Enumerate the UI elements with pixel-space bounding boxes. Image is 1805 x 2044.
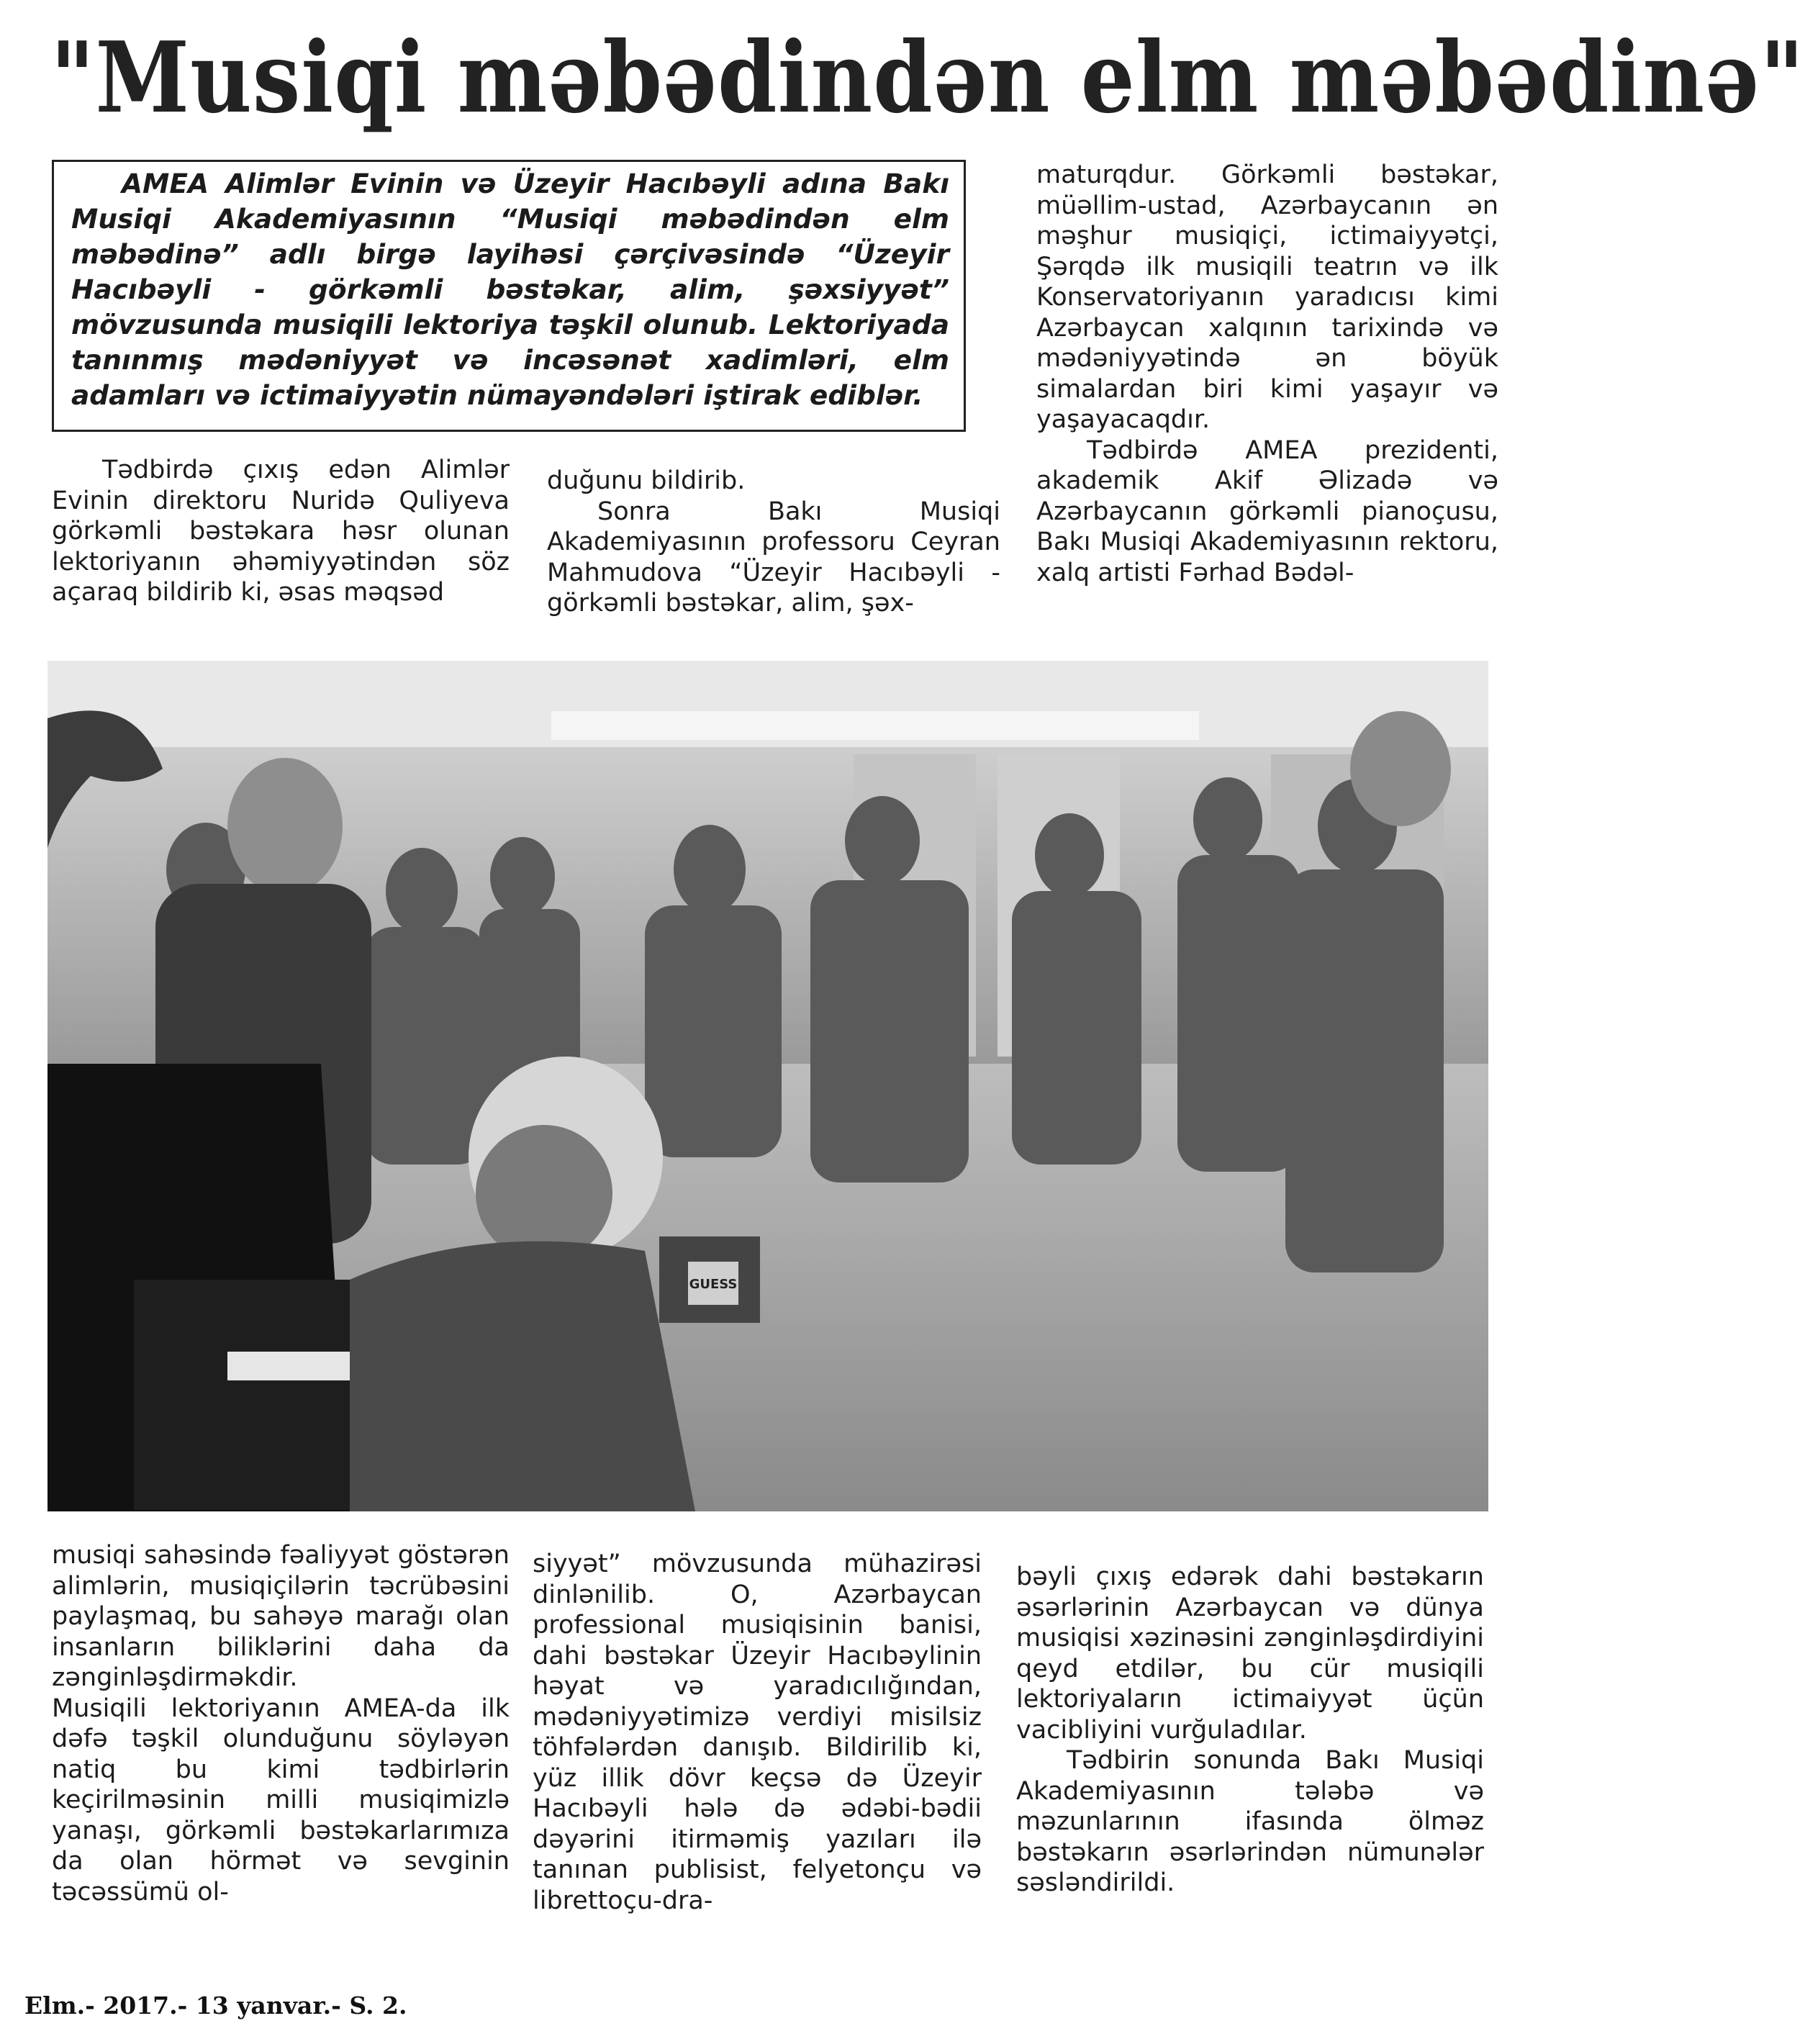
pianist-body bbox=[350, 1242, 695, 1511]
ceiling-light bbox=[551, 711, 1199, 740]
lower-col3-paragraph-1: bəyli çıxış edərək dahi bəstəkarın əsərlərinin Azərbaycan və dünya musiqisi xəzinəsini zənginləşdirdiyini qeyd etdilər, bu cür musiqili lektoriyaların ictimaiyyət üçün vacibliyini vurğuladılar. bbox=[1016, 1563, 1484, 1745]
lower-col3-paragraph-2: Tədbirin sonunda Bakı Musiqi Akademiyasının tələbə və məzunlarının ifasında ölməz bəstəkarın əsərlərindən nümunələr səsləndirildi. bbox=[1016, 1746, 1484, 1897]
lower-column-1 bbox=[52, 1540, 510, 1922]
lower-col1-paragraph-2: Musiqili lektoriyanın AMEA-da ilk dəfə təşkil olunduğunu söyləyən natiq bu kimi tədbirlərin keçirilməsinin milli musiqimizlə yanaşı, görkəmli bəstəkarlarımıza da olan hörmət və sevginin təcəssümü ol- bbox=[52, 1693, 510, 1907]
upper-column-2 bbox=[547, 466, 1000, 638]
upper-col2-paragraph-1: duğunu bildirib. bbox=[547, 466, 746, 495]
pianist-face bbox=[476, 1125, 612, 1262]
lead-paragraph-box: AMEA Alimlər Evinin və Üzeyir Hacıbəyli adına Bakı Musiqi Akademiyasının “Musiqi məbədindən elm məbədinə” adlı birgə layihəsi çərçivəsində “Üzeyir Hacıbəyli - görkəmli bəstəkar, alim, şəxsiyyət” mövzusunda musiqili lektoriya təşkil olunub. Lektoriyada tanınmış mədəniyyət və incəsənət xadimləri, elm adamları və ictimaiyyətin nümayəndələri iştirak ediblər. bbox=[52, 160, 966, 432]
lower-column-2 bbox=[533, 1549, 982, 1930]
handbag-label: GUESS bbox=[689, 1277, 738, 1292]
lower-column-3 bbox=[1016, 1562, 1484, 1950]
upper-column-3 bbox=[1036, 160, 1498, 638]
piano-front bbox=[134, 1280, 371, 1510]
upper-col1-paragraph: Tədbirdə çıxış edən Alimlər Evinin direktoru Nuridə Quliyeva görkəmli bəstəkara həsr olunan lektoriyanın əhəmiyyətindən söz açaraq bildirib ki, əsas məqsəd bbox=[52, 456, 510, 607]
lower-col2-paragraph: siyyət” mövzusunda mühazirəsi dinlənilib. O, Azərbaycan professional musiqisinin banisi, dahi bəstəkar Üzeyir Hacıbəylinin həyat və yaradıcılığından, mədəniyyətimizə verdiyi misilsiz töhfələrdən danışıb. Bildirilib ki, yüz illik dövr keçsə də Üzeyir Hacıbəyli hələ də ədəbi-bədii dəyərini itirməmiş yazıları ilə tanınan publisist, felyetonçu və librettoçu-dra- bbox=[533, 1550, 982, 1915]
source-citation: Elm.- 2017.- 13 yanvar.- S. 2. bbox=[24, 1991, 407, 2020]
man-standing-head bbox=[227, 758, 343, 895]
upper-col3-paragraph-1: maturqdur. Görkəmli bəstəkar, müəllim-ustad, Azərbaycanın ən məşhur musiqiçi, ictimaiyyətçi, Şərqdə ilk musiqili teatrın və ilk Konservatoriyanın yaradıcısı kimi Azərbaycan xalqının tarixində və mədəniyyətində ən böyük simalardan biri kimi yaşayır və yaşayacaqdır. bbox=[1036, 160, 1498, 434]
upper-column-1 bbox=[52, 455, 510, 635]
man-right-head bbox=[1350, 711, 1451, 826]
upper-col3-paragraph-2: Tədbirdə AMEA prezidenti, akademik Akif Əlizadə və Azərbaycanın görkəmli pianoçusu, Bakı Musiqi Akademiyasının rektoru, xalq artisti Fərhad Bədəl- bbox=[1036, 435, 1498, 587]
lower-col1-paragraph-1: musiqi sahəsində fəaliyyət göstərən alimlərin, musiqiçilərin təcrübəsini paylaşmaq, bu sahəyə marağı olan insanların biliklərini daha da zənginləşdirməkdir. bbox=[52, 1541, 510, 1692]
event-photo-illustration bbox=[48, 661, 1488, 1511]
event-photo bbox=[48, 661, 1488, 1511]
article-headline: "Musiqi məbədindən elm məbədinə" bbox=[50, 19, 1805, 135]
upper-col2-paragraph-2: Sonra Bakı Musiqi Akademiyasının professoru Ceyran Mahmudova “Üzeyir Hacıbəyli - görkəmli bəstəkar, alim, şəx- bbox=[547, 497, 1000, 618]
